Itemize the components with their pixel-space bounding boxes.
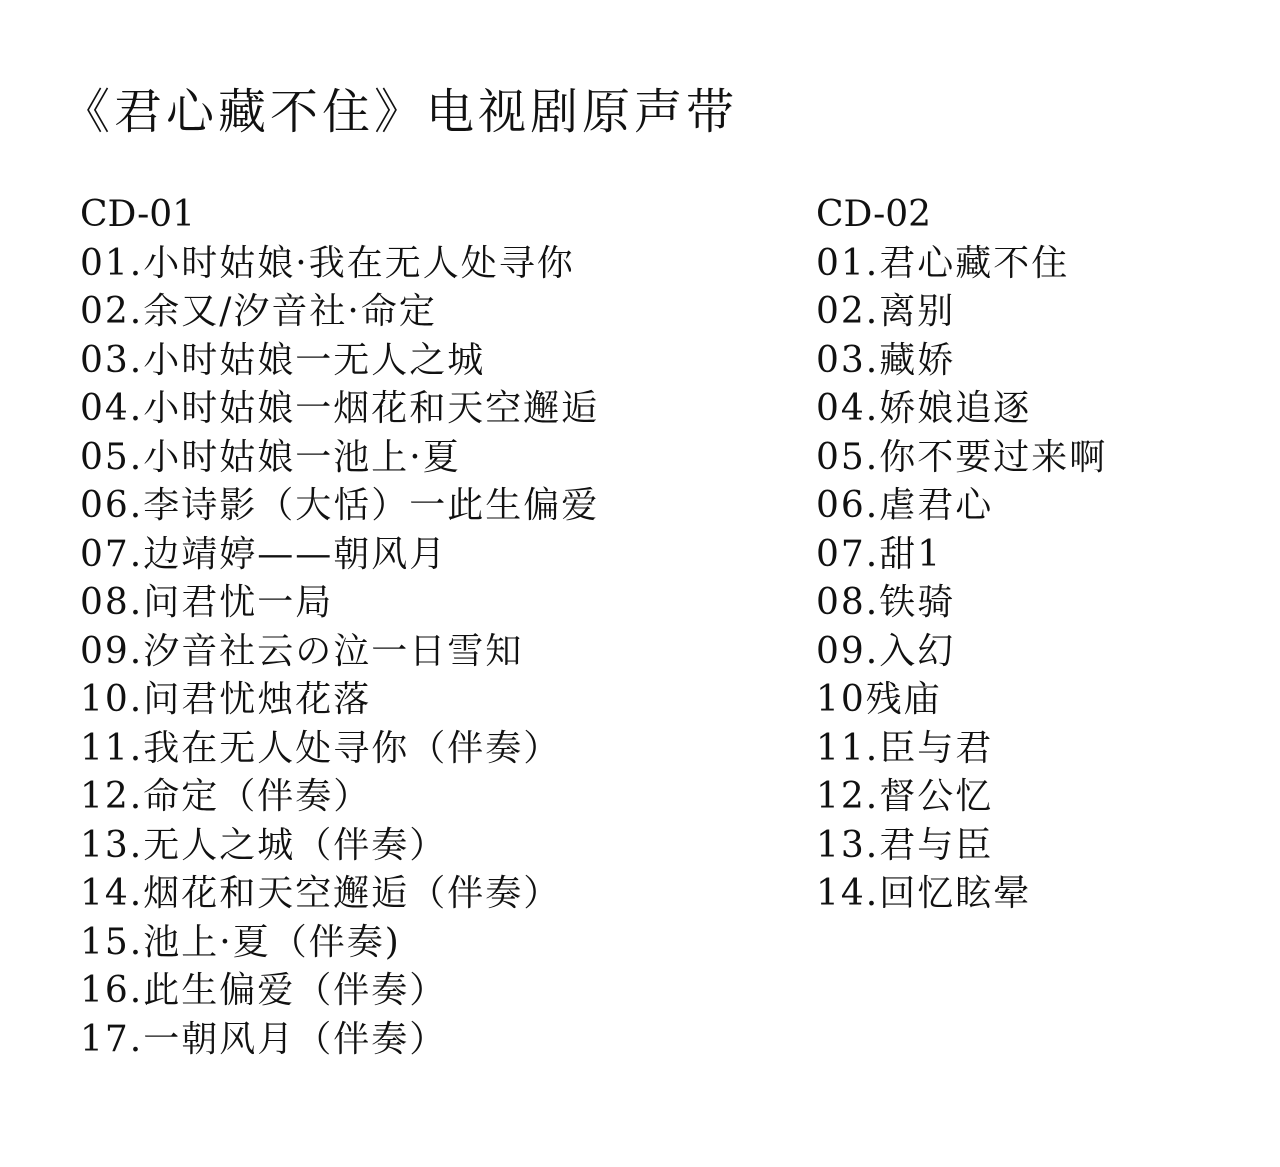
cd2-track: 08.铁骑 [816,582,956,623]
cd1-track: 09.汐音社云の泣一日雪知 [80,630,524,672]
cd2-track: 01.君心藏不住 [816,242,1070,284]
cd1-track: 12.命定（伴奏） [80,776,372,817]
cd1-track: 02.余又/汐音社·命定 [80,291,437,332]
cd2-track: 09.入幻 [816,630,956,672]
cd2-track: 05.你不要过来啊 [816,436,1108,478]
cd1-track: 11.我在无人处寻你（伴奏） [80,727,562,769]
cd2-track: 06.虐君心 [816,485,994,526]
cd-02-label: CD-02 [816,194,932,235]
album-title: 《君心藏不住》电视剧原声带 [62,84,739,140]
cd2-track: 04.娇娘追逐 [816,388,1032,429]
cd2-track: 10残庙 [816,679,942,720]
cd1-track: 10.问君忧烛花落 [80,679,372,720]
cd1-track: 04.小时姑娘一烟花和天空邂逅 [80,388,600,429]
cd1-track: 14.烟花和天空邂逅（伴奏） [80,873,562,914]
cd1-track: 03.小时姑娘一无人之城 [80,339,486,381]
cd-01-label: CD-01 [80,194,196,235]
cd1-track: 17.一朝风月（伴奏） [80,1018,448,1060]
cd2-track: 12.督公忆 [816,776,994,817]
cd2-track: 11.臣与君 [816,727,994,769]
cd2-track: 13.君与臣 [816,824,994,866]
cd2-track: 02.离别 [816,291,956,332]
cd2-track: 03.藏娇 [816,339,956,381]
cd1-track: 07.边靖婷——朝风月 [80,533,448,575]
cd1-track: 06.李诗影（大恬）一此生偏爱 [80,485,600,526]
cd2-track: 07.甜1 [816,533,943,575]
cd1-track: 13.无人之城（伴奏） [80,824,448,866]
cd1-track: 08.问君忧一局 [80,582,334,623]
cd1-track: 05.小时姑娘一池上·夏 [80,436,461,478]
cd1-track: 16.此生偏爱（伴奏） [80,970,448,1011]
cd-02-column [816,191,1256,919]
cd1-track: 01.小时姑娘·我在无人处寻你 [80,242,575,284]
cd1-track: 15.池上·夏（伴奏) [80,921,401,963]
cd-01-column [80,191,720,1064]
cd2-track: 14.回忆眩晕 [816,873,1032,914]
